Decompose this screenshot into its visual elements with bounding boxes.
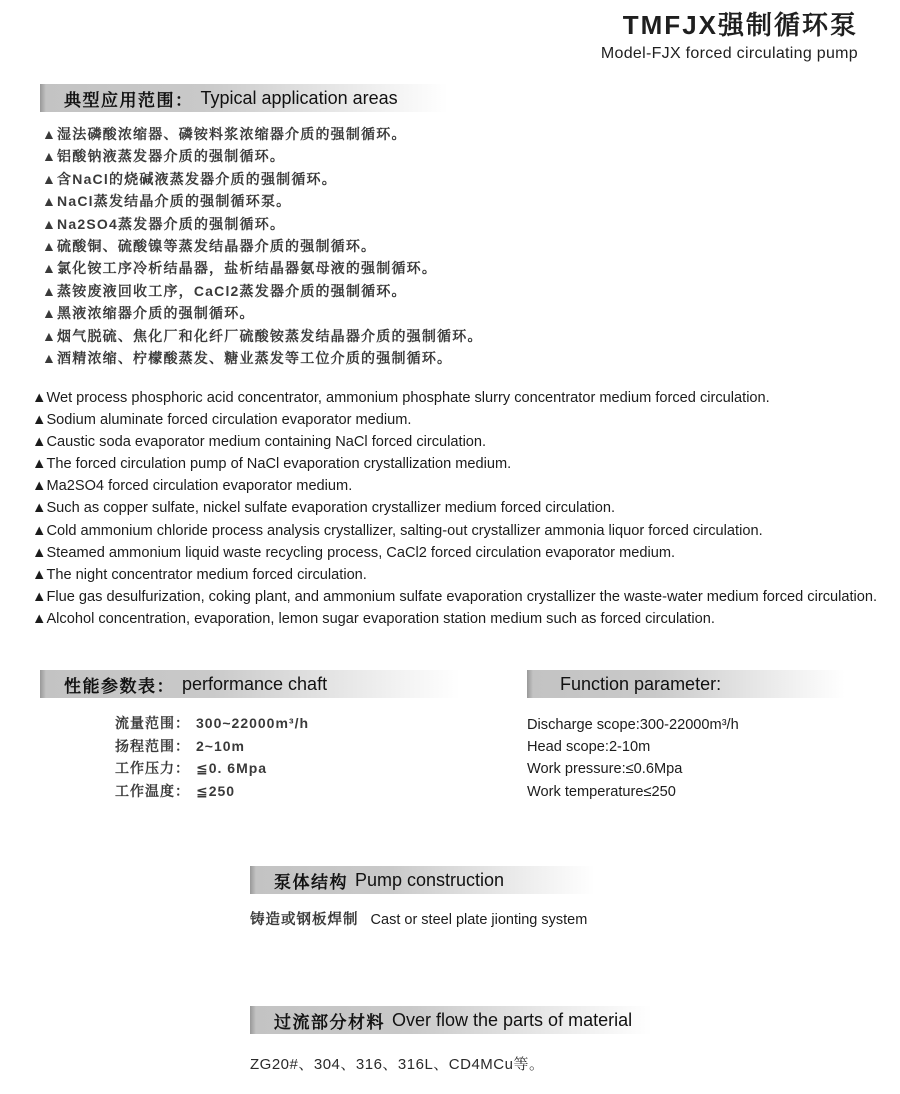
param-label: 工作温度：: [115, 782, 190, 799]
section-header-function-parameter-label: Function parameter:: [560, 673, 722, 694]
application-list-english: [32, 387, 877, 630]
param-value: 2~10m: [196, 737, 245, 754]
list-item: ▲Caustic soda evaporator medium containing NaCl forced circulation.: [32, 434, 487, 451]
list-item: ▲蒸铵废液回收工序，CaCl2蒸发器介质的强制循环。: [42, 282, 407, 299]
param-row: Work pressure:≤0.6Mpa: [527, 761, 683, 778]
section-header-pump-construction-en: Pump construction: [355, 869, 505, 890]
section-header-applications-zh: 典型应用范围：: [64, 90, 194, 110]
param-row: Work temperature≤250: [527, 783, 676, 800]
list-item: ▲Na2SO4蒸发器介质的强制循环。: [42, 215, 286, 232]
pump-construction-body-zh: 铸造或钢板焊制: [250, 912, 359, 928]
list-item: ▲湿法磷酸浓缩器、磷铵料浆浓缩器介质的强制循环。: [42, 126, 407, 142]
section-header-materials: [250, 1006, 652, 1034]
param-value: ≦0. 6Mpa: [196, 760, 268, 777]
list-item: ▲The night concentrator medium forced circulation.: [32, 566, 367, 583]
list-item: ▲含NaCl的烧碱液蒸发器介质的强制循环。: [42, 170, 337, 187]
param-label: 流量范围：: [115, 715, 190, 731]
param-row: [115, 735, 309, 758]
list-item: ▲Cold ammonium chloride process analysis crystallizer, salting-out crystallizer ammonia liquor forced circulation.: [32, 522, 763, 539]
param-row: [115, 712, 309, 735]
list-item: ▲Ma2SO4 forced circulation evaporator medium.: [32, 478, 353, 495]
pump-construction-body: [250, 908, 587, 929]
list-item: ▲Flue gas desulfurization, coking plant, and ammonium sulfate evaporation crystallizer the waste-water medium forced circulation.: [32, 588, 878, 605]
list-item: ▲Sodium aluminate forced circulation evaporator medium.: [32, 412, 412, 429]
param-value: ≦250: [196, 782, 236, 799]
section-header-materials-zh: 过流部分材料: [274, 1012, 385, 1032]
list-item: ▲酒精浓缩、柠檬酸蒸发、糖业蒸发等工位介质的强制循环。: [42, 350, 453, 367]
application-list-chinese: [42, 123, 483, 369]
section-header-pump-construction-zh: 泵体结构: [274, 872, 348, 892]
list-item: ▲铝酸钠液蒸发器介质的强制循环。: [42, 148, 286, 165]
param-row: [115, 757, 309, 780]
param-value: 300~22000m³/h: [196, 715, 310, 731]
list-item: ▲NaCl蒸发结晶介质的强制循环泵。: [42, 193, 292, 210]
section-header-materials-en: Over flow the parts of material: [392, 1009, 633, 1030]
param-label: 扬程范围：: [115, 737, 190, 754]
list-item: ▲Wet process phosphoric acid concentrator, ammonium phosphate slurry concentrator medium forced circulation.: [32, 390, 770, 406]
list-item: ▲硫酸铜、硫酸镍等蒸发结晶器介质的强制循环。: [42, 238, 377, 255]
section-header-applications-en: Typical application areas: [200, 87, 398, 108]
list-item: ▲Steamed ammonium liquid waste recycling process, CaCl2 forced circulation evaporator medium.: [32, 544, 676, 561]
pump-construction-body-en: Cast or steel plate jionting system: [370, 912, 588, 928]
performance-params-chinese: [115, 712, 309, 802]
performance-params-english: [527, 714, 739, 803]
list-item: ▲氯化铵工序冷析结晶器，盐析结晶器氨母液的强制循环。: [42, 260, 438, 277]
list-item: ▲Such as copper sulfate, nickel sulfate evaporation crystallizer medium forced circulation.: [32, 500, 616, 517]
list-item: ▲The forced circulation pump of NaCl evaporation crystallization medium.: [32, 456, 512, 473]
param-row: [115, 780, 309, 803]
list-item: ▲烟气脱硫、焦化厂和化纤厂硫酸铵蒸发结晶器介质的强制循环。: [42, 327, 483, 344]
section-header-performance: [40, 670, 460, 698]
param-label: 工作压力：: [115, 760, 190, 777]
section-header-applications: [40, 84, 448, 112]
section-header-function-parameter: [527, 670, 845, 698]
section-header-performance-en: performance chaft: [182, 673, 328, 694]
list-item: ▲黑液浓缩器介质的强制循环。: [42, 305, 255, 322]
page-title: TMFJX强制循环泵: [622, 10, 858, 40]
page-subtitle: Model-FJX forced circulating pump: [600, 45, 858, 62]
document-title-block: [601, 5, 858, 63]
materials-body: ZG20#、304、316、316L、CD4MCu等。: [250, 1056, 545, 1073]
section-header-performance-zh: 性能参数表：: [64, 676, 175, 696]
param-row: Discharge scope:300-22000m³/h: [527, 717, 739, 733]
param-row: Head scope:2-10m: [527, 739, 651, 756]
list-item: ▲Alcohol concentration, evaporation, lemon sugar evaporation station medium such as forced circulation.: [32, 610, 715, 627]
section-header-pump-construction: [250, 866, 595, 894]
